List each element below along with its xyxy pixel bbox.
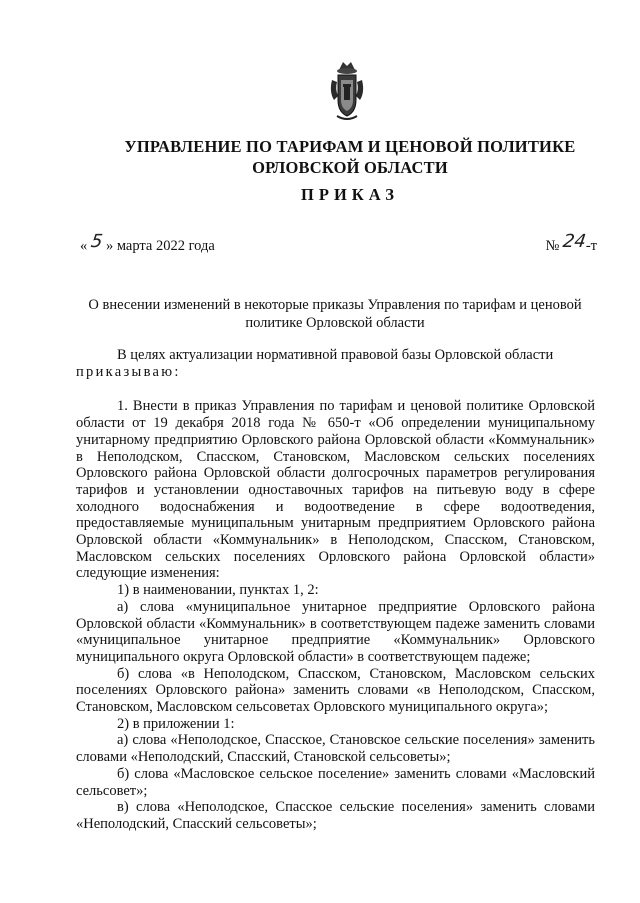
subject-line-1: О внесении изменений в некоторые приказы Управления по тарифам и ценовой — [88, 297, 582, 313]
subject-line-2: политике Орловской области — [245, 314, 425, 331]
order-date — [80, 231, 215, 255]
number-sign: № — [545, 238, 560, 254]
number-suffix: -т — [585, 238, 597, 254]
date-day-handwritten: 5 — [89, 231, 104, 252]
sub-item-2: 2) в приложении 1: — [117, 715, 235, 732]
order-body — [76, 347, 595, 833]
order-subject — [70, 297, 600, 332]
sub-item-1b: б) слова «в Неполодском, Спасском, Становском, Масловском сельских поселениях Орловского района» заменить словами «в Неполодском, Спасском, Становском, Масловском сельсоветах Орловского муниципального округа»; — [76, 665, 595, 716]
date-open-quote: « — [80, 238, 88, 254]
sub-item-2c: в) слова «Неполодское, Спасское сельские поселения» заменить словами «Неполодский, Спасский сельсоветы»; — [76, 799, 595, 832]
sub-item-2a: а) слова «Неполодское, Спасское, Становское сельские поселения» заменить словами «Неполодский, Спасский, Становской сельсоветы»; — [76, 732, 595, 766]
item-1-paragraph: 1. Внести в приказ Управления по тарифам и ценовой политике Орловской области от 19 декабря 2018 года № 650-т «Об определении муниципальному унитарному предприятию Орловского района Орловской области «Коммунальник» в Неполодском, Спасском, Становском, Масловском сельских поселениях Орловского района Орловской области долгосрочных параметров регулирования тарифов и установлении одноставочных тарифов на питьевую воду в сфере холодного водоснабжения и водоотведение в сфере водоотведения, предоставляемые муниципальным унитарным предприятием Орловского района Орловской области «Коммунальник» в Неполодском, Спасском, Становском, Масловском сельских поселениях Орловского района Орловской области» следующие изменения: — [76, 398, 595, 582]
coat-of-arms-icon — [329, 56, 365, 122]
sub-item-2b: б) слова «Масловское сельское поселение» заменить словами «Масловский сельсовет»; — [76, 765, 595, 799]
org-title-line-1: УПРАВЛЕНИЕ ПО ТАРИФАМ И ЦЕНОВОЙ ПОЛИТИКЕ — [124, 137, 576, 156]
sub-item-1a: а) слова «муниципальное унитарное предприятие Орловского района Орловской области «Коммунальник» в соответствующем падеже заменить словами «муниципальное унитарное предприятие «Коммунальник» Орловского муниципального округа Орловской области» в соответствующем падеже; — [76, 598, 595, 665]
order-number — [545, 231, 597, 255]
date-month-year: » марта 2022 года — [105, 238, 215, 254]
document-type-heading: ПРИКАЗ — [301, 185, 399, 204]
sub-item-1: 1) в наименовании, пунктах 1, 2: — [117, 582, 319, 599]
order-word: приказываю: — [76, 363, 181, 380]
org-title-line-2: ОРЛОВСКОЙ ОБЛАСТИ — [252, 158, 448, 177]
intro-paragraph: В целях актуализации нормативной правовой базы Орловской области — [117, 347, 554, 363]
number-handwritten: 24 — [561, 231, 588, 252]
